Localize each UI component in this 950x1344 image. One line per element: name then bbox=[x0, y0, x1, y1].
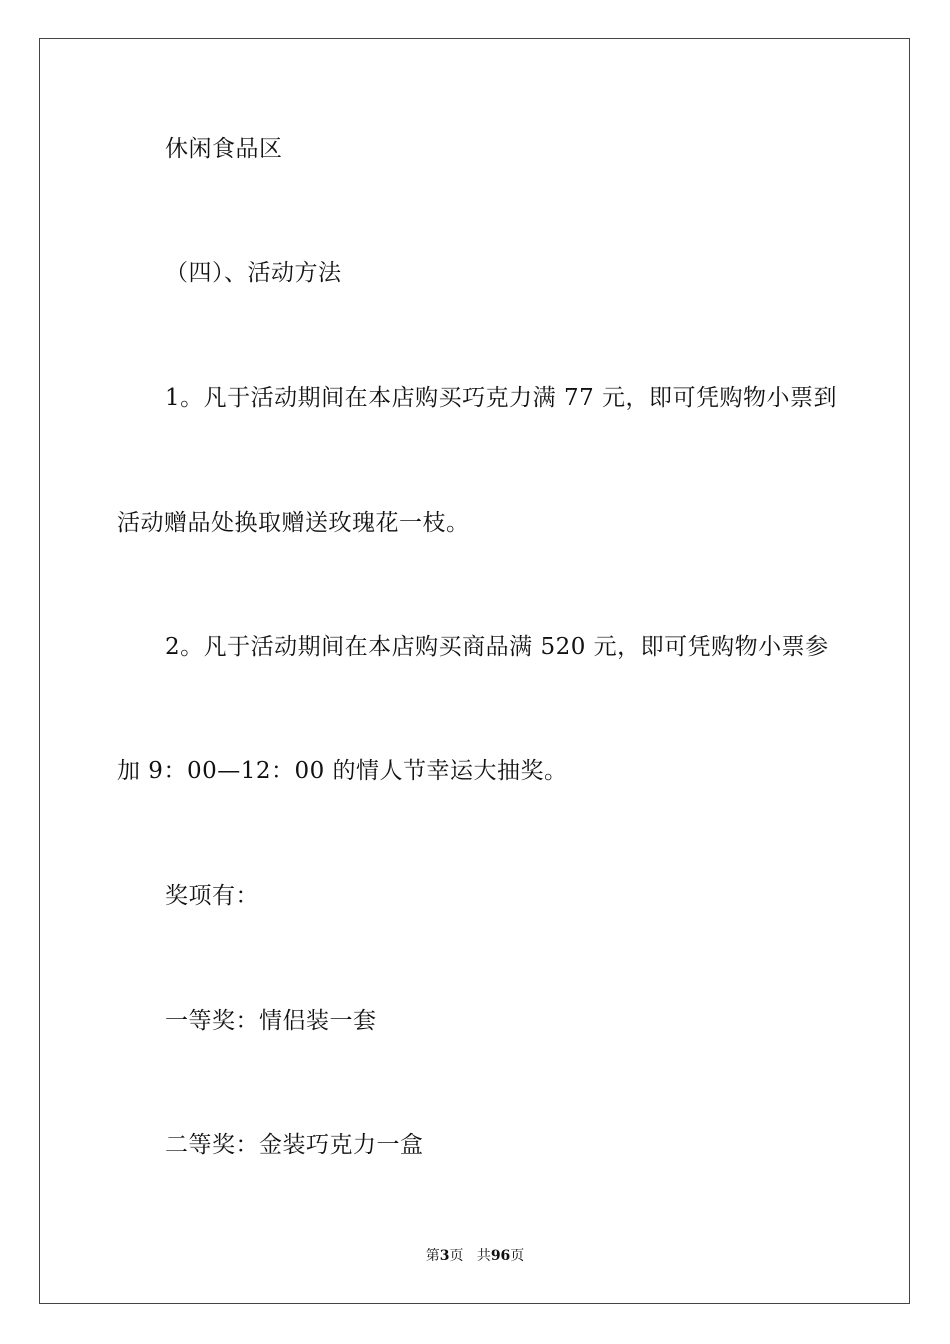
section-item-snack-area: 休闲食品区 bbox=[165, 136, 283, 162]
footer-total-prefix: 共 bbox=[476, 1248, 491, 1264]
footer-page-suffix: 页 bbox=[449, 1248, 464, 1264]
page-border bbox=[39, 38, 910, 1304]
section-heading-activity-method: （四）、活动方法 bbox=[165, 260, 342, 286]
rule-1-line-2: 活动赠品处换取赠送玫瑰花一枝。 bbox=[117, 510, 470, 536]
rule-1-line-1: 1。凡于活动期间在本店购买巧克力满 77 元，即可凭购物小票到 bbox=[165, 385, 838, 411]
rule-2-line-2: 加 9：00—12：00 的情人节幸运大抽奖。 bbox=[117, 758, 568, 784]
prize-first: 一等奖：情侣装一套 bbox=[165, 1008, 377, 1034]
footer-total-suffix: 页 bbox=[510, 1248, 525, 1264]
footer-page-number: 3 bbox=[439, 1248, 450, 1264]
rule-2-line-1: 2。凡于活动期间在本店购买商品满 520 元，即可凭购物小票参 bbox=[165, 634, 829, 660]
page-footer bbox=[0, 1246, 950, 1266]
prizes-heading: 奖项有： bbox=[165, 883, 259, 909]
footer-page-prefix: 第 bbox=[425, 1248, 440, 1264]
footer-total-pages: 96 bbox=[490, 1248, 511, 1264]
prize-second: 二等奖：金装巧克力一盒 bbox=[165, 1132, 424, 1158]
